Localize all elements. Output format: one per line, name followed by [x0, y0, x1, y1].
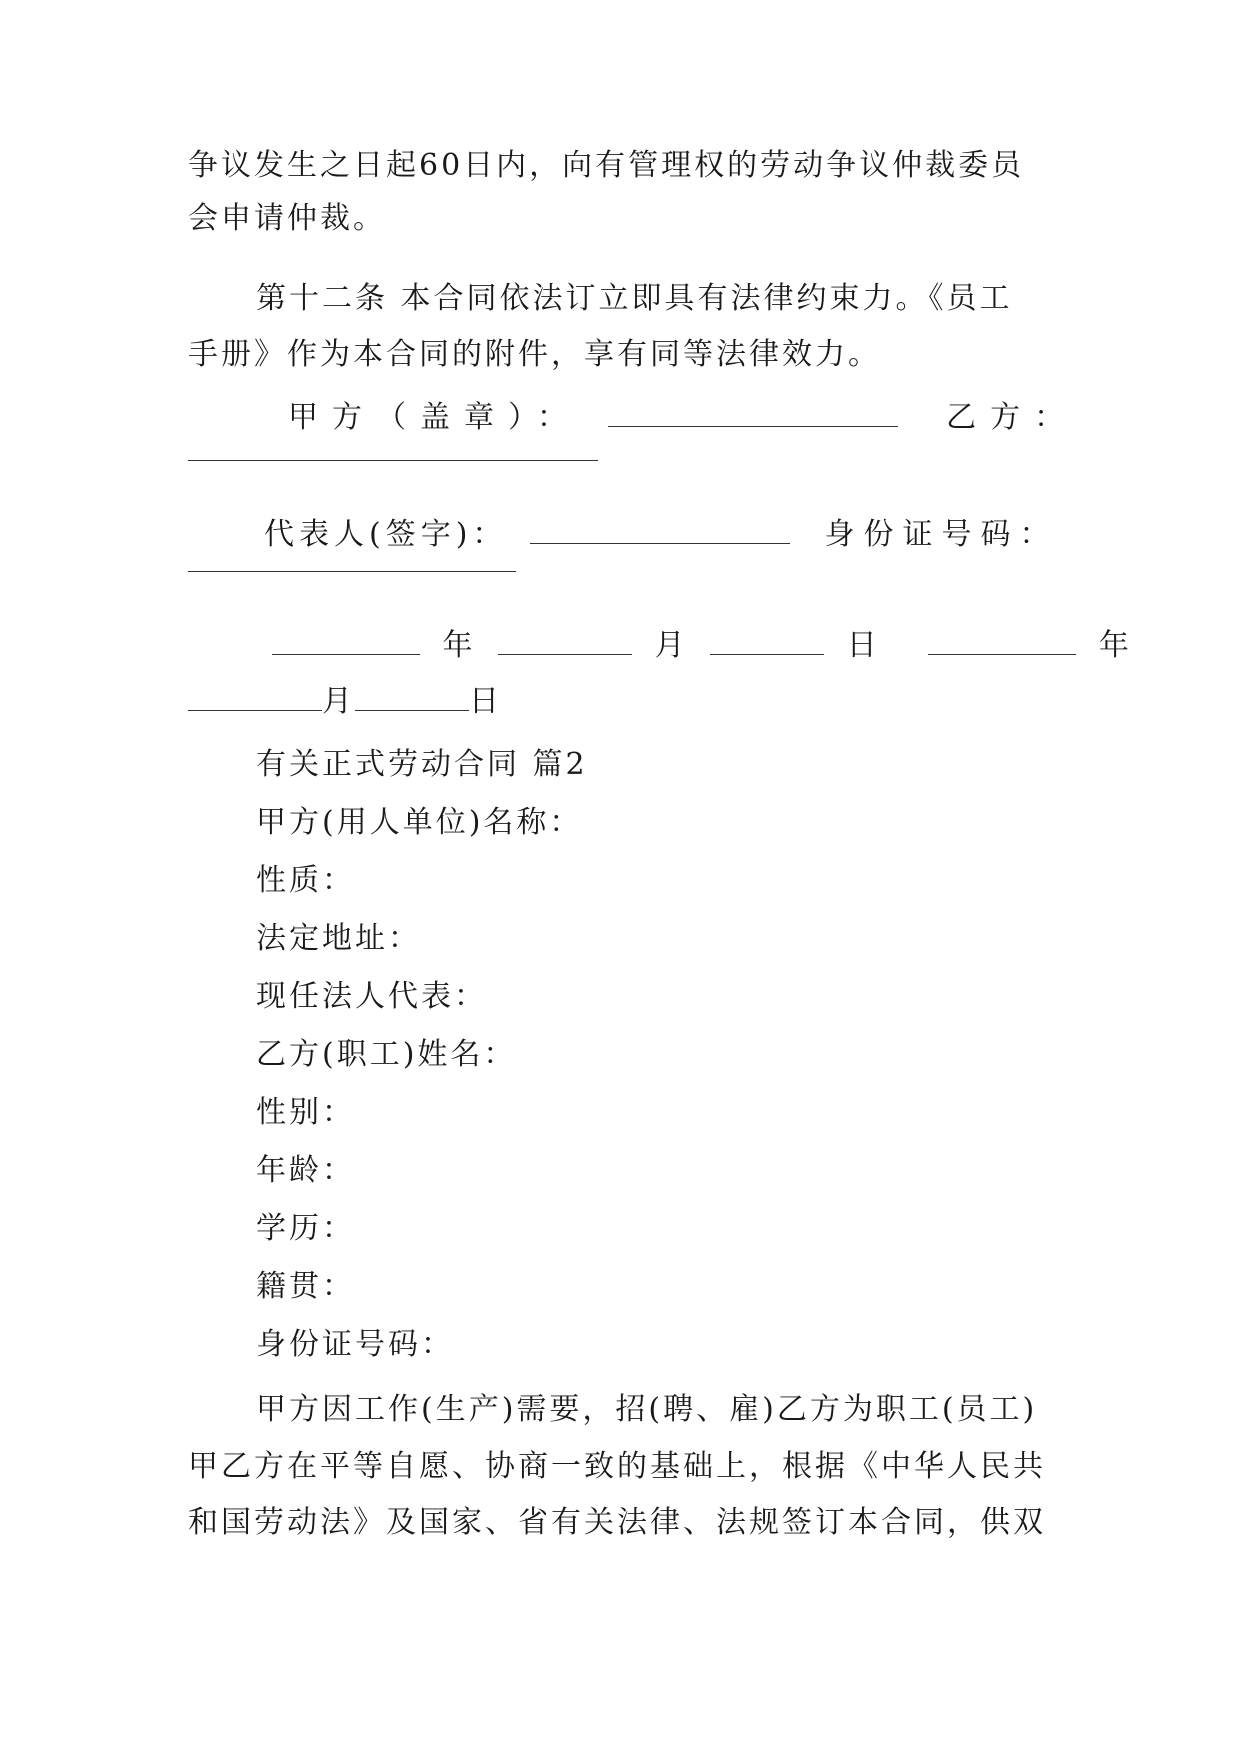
date-day-blank-a[interactable]: [710, 626, 824, 655]
field-label: 年龄：: [256, 1153, 355, 1188]
paragraph-line: 第十二条 本合同依法订立即具有法律约束力。《员工: [256, 281, 1013, 316]
field-label: 学历：: [256, 1211, 355, 1246]
date-month-blank-a[interactable]: [498, 626, 632, 655]
representative-signature-blank[interactable]: [530, 515, 790, 544]
date-day-label: 日: [846, 628, 880, 663]
paragraph-line: 甲乙方在平等自愿、协商一致的基础上，根据《中华人民共: [188, 1449, 1046, 1484]
field-label: 身份证号码：: [256, 1327, 454, 1362]
field-label: 甲方(用人单位)名称：: [256, 805, 583, 840]
date-month-blank-b[interactable]: [188, 682, 322, 711]
date-year-blank-a[interactable]: [272, 626, 420, 655]
field-label: 现任法人代表：: [256, 979, 487, 1014]
party-a-signature-blank[interactable]: [608, 398, 898, 427]
paragraph-line: 甲方因工作(生产)需要，招(聘、雇)乙方为职工(员工): [256, 1392, 1038, 1427]
party-b-signature-blank[interactable]: [188, 460, 598, 461]
date-day-blank-b[interactable]: [355, 682, 469, 711]
date-year-blank-b[interactable]: [928, 626, 1076, 655]
field-label: 法定地址：: [256, 921, 421, 956]
field-label: 乙方(职工)姓名：: [256, 1037, 517, 1072]
date-year-label: 年: [442, 628, 476, 663]
representative-label: 代表人(签字)：: [264, 517, 508, 552]
id-number-label: 身份证号码：: [824, 517, 1059, 552]
field-label: 性质：: [256, 863, 355, 898]
signature-row-representative: [264, 515, 1059, 555]
date-row: [272, 626, 1132, 666]
signature-row-party: [288, 398, 1079, 438]
paragraph-line: 会申请仲裁。: [188, 201, 386, 236]
date-year-label: 年: [1098, 628, 1132, 663]
field-label: 性别：: [256, 1095, 355, 1130]
paragraph-line: 手册》作为本合同的附件，享有同等法律效力。: [188, 337, 881, 372]
id-number-blank[interactable]: [188, 571, 516, 572]
party-b-label: 乙方：: [946, 400, 1079, 435]
field-label: 籍贯：: [256, 1269, 355, 1304]
section-title: 有关正式劳动合同 篇2: [256, 747, 588, 782]
date-month-label: 月: [654, 628, 688, 663]
date-day-label: 日: [469, 684, 502, 719]
date-row-continued: [188, 682, 1048, 722]
date-month-label: 月: [322, 684, 355, 719]
paragraph-line: 和国劳动法》及国家、省有关法律、法规签订本合同，供双: [188, 1505, 1046, 1540]
paragraph-line: 争议发生之日起60日内，向有管理权的劳动争议仲裁委员: [188, 148, 1025, 183]
party-a-label: 甲方（盖章）：: [288, 400, 581, 435]
